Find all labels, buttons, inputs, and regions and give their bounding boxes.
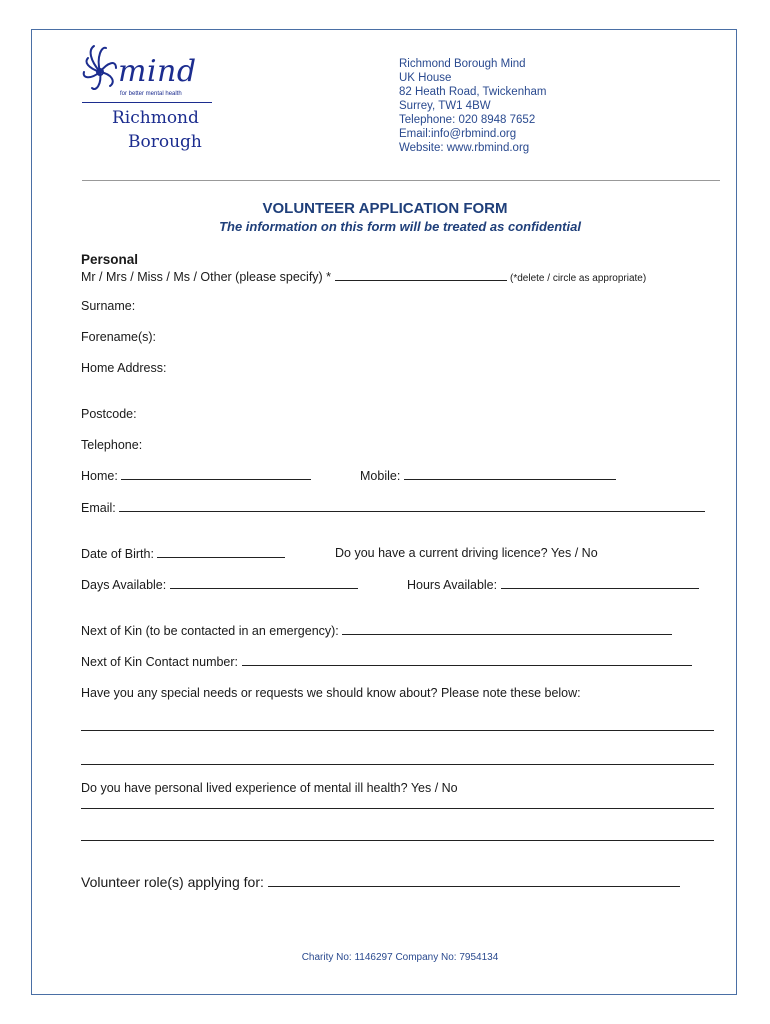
special-needs-line[interactable] (81, 764, 714, 765)
logo-place-line1: Richmond (112, 108, 199, 128)
days-label: Days Available: (81, 578, 167, 592)
days-row (81, 577, 358, 592)
role-label: Volunteer role(s) applying for: (81, 874, 264, 890)
special-needs-label: Have you any special needs or requests we should know about? Please note these below: (81, 686, 581, 700)
hours-field[interactable] (501, 577, 699, 589)
brand-tagline: for better mental health (120, 91, 182, 97)
mental-health-line[interactable] (81, 840, 714, 841)
home-phone-row (81, 468, 311, 483)
kin-number-row (81, 654, 692, 669)
dob-field[interactable] (157, 546, 285, 558)
forenames-label: Forename(s): (81, 330, 157, 344)
role-row (81, 874, 680, 890)
address-line: Surrey, TW1 4BW (399, 100, 491, 112)
logo-rule (82, 102, 212, 103)
flower-logo-icon (80, 42, 120, 102)
kin-number-label: Next of Kin Contact number: (81, 655, 239, 669)
surname-label: Surname: (81, 299, 136, 313)
form-title: VOLUNTEER APPLICATION FORM (262, 200, 508, 217)
days-field[interactable] (170, 577, 358, 589)
header-divider (82, 180, 720, 181)
next-of-kin-field[interactable] (342, 623, 672, 635)
address-line: UK House (399, 72, 452, 84)
special-needs-line[interactable] (81, 730, 714, 731)
form-subtitle: The information on this form will be treated as confidential (219, 219, 581, 234)
address-website: Website: www.rbmind.org (399, 142, 530, 154)
brand-wordmark: mind (118, 54, 197, 89)
email-row (81, 500, 705, 515)
mobile-row (360, 468, 616, 483)
address-telephone: Telephone: 020 8948 7652 (399, 114, 536, 126)
next-of-kin-label: Next of Kin (to be contacted in an emergency): (81, 624, 339, 638)
email-field[interactable] (119, 500, 705, 512)
title-row (81, 269, 646, 284)
home-phone-label: Home: (81, 469, 118, 483)
logo-place-line2: Borough (128, 132, 202, 152)
role-field[interactable] (268, 875, 680, 887)
charity-footer: Charity No: 1146297 Company No: 7954134 (301, 952, 499, 963)
title-prompt: Mr / Mrs / Miss / Ms / Other (please specify) * (81, 270, 332, 284)
home-address-label: Home Address: (81, 361, 167, 375)
hours-label: Hours Available: (407, 578, 498, 592)
mobile-label: Mobile: (360, 469, 401, 483)
telephone-label: Telephone: (81, 438, 143, 452)
hours-row (407, 577, 699, 592)
postcode-label: Postcode: (81, 407, 137, 421)
contact-address (399, 57, 546, 155)
address-line: Richmond Borough Mind (399, 58, 526, 70)
section-personal-heading: Personal (81, 252, 139, 267)
mental-health-question[interactable]: Do you have personal lived experience of mental ill health? Yes / No (81, 781, 458, 795)
dob-label: Date of Birth: (81, 547, 154, 561)
mind-logo (80, 42, 215, 162)
kin-number-field[interactable] (242, 654, 692, 666)
next-of-kin-row (81, 623, 672, 638)
driving-licence-question[interactable]: Do you have a current driving licence? Yes / No (335, 546, 598, 560)
mental-health-line[interactable] (81, 808, 714, 809)
email-label: Email: (81, 501, 116, 515)
title-note: (*delete / circle as appropriate) (510, 273, 647, 284)
address-line: 82 Heath Road, Twickenham (399, 86, 547, 98)
title-field[interactable] (335, 269, 507, 281)
mobile-field[interactable] (404, 468, 616, 480)
dob-row (81, 546, 285, 561)
home-phone-field[interactable] (121, 468, 311, 480)
address-email: Email:info@rbmind.org (399, 128, 517, 140)
